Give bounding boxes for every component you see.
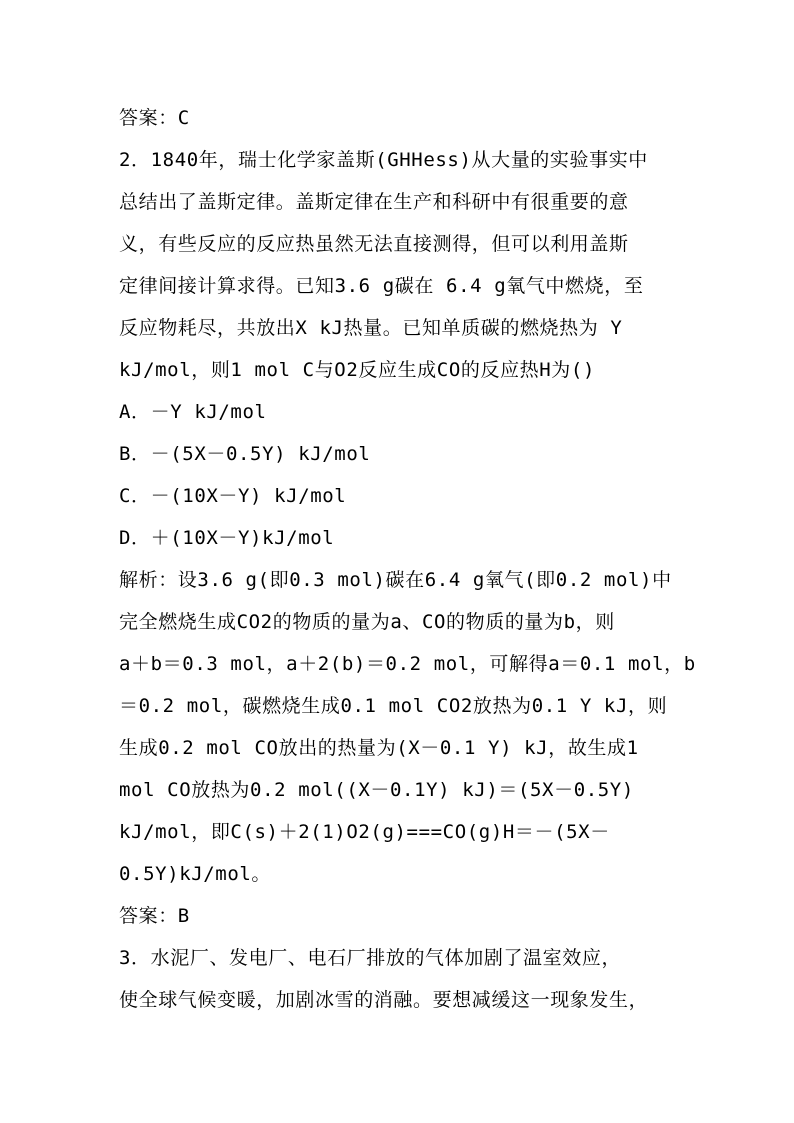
question-2-line-5: 反应物耗尽，共放出X kJ热量。已知单质碳的燃烧热为 Y: [119, 317, 623, 339]
analysis-line-7: kJ/mol，即C(s)＋2(1)O2(g)===CO(g)H＝－(5X－: [119, 821, 610, 843]
answer-line-2: 答案：B: [119, 905, 190, 927]
question-3-line-1: 3．水泥厂、发电厂、电石厂排放的气体加剧了温室效应，: [119, 947, 622, 969]
option-b: B．－(5X－0.5Y) kJ/mol: [119, 443, 371, 465]
analysis-line-2: 完全燃烧生成CO2的物质的量为a、CO的物质的量为b，则: [119, 611, 615, 633]
analysis-line-8: 0.5Y)kJ/mol。: [119, 863, 272, 885]
answer-line-1: 答案：C: [119, 107, 190, 129]
analysis-line-5: 生成0.2 mol CO放出的热量为(X－0.1 Y) kJ，故生成1: [119, 737, 639, 759]
question-2-line-3: 义，有些反应的反应热虽然无法直接测得，但可以利用盖斯: [119, 233, 629, 255]
question-2-line-4: 定律间接计算求得。已知3.6 g碳在 6.4 g氧气中燃烧，至: [119, 275, 644, 297]
analysis-line-3: a＋b＝0.3 mol，a＋2(b)＝0.2 mol，可解得a＝0.1 mol，b: [119, 653, 696, 675]
analysis-line-4: ＝0.2 mol，碳燃烧生成0.1 mol CO2放热为0.1 Y kJ，则: [119, 695, 668, 717]
question-3-line-2: 使全球气候变暖，加剧冰雪的消融。要想减缓这一现象发生，: [119, 989, 649, 1011]
analysis-line-1: 解析：设3.6 g(即0.3 mol)碳在6.4 g氧气(即0.2 mol)中: [119, 569, 672, 591]
question-2-line-1: 2．1840年，瑞士化学家盖斯(GHHess)从大量的实验事实中: [119, 149, 648, 171]
question-2-line-2: 总结出了盖斯定律。盖斯定律在生产和科研中有很重要的意: [119, 191, 629, 213]
question-2-line-6: kJ/mol，则1 mol C与O2反应生成CO的反应热H为(): [119, 359, 595, 381]
option-a: A．－Y kJ/mol: [119, 401, 267, 423]
analysis-line-6: mol CO放热为0.2 mol((X－0.1Y) kJ)＝(5X－0.5Y): [119, 779, 634, 801]
option-c: C．－(10X－Y) kJ/mol: [119, 485, 347, 507]
option-d: D．＋(10X－Y)kJ/mol: [119, 527, 335, 549]
